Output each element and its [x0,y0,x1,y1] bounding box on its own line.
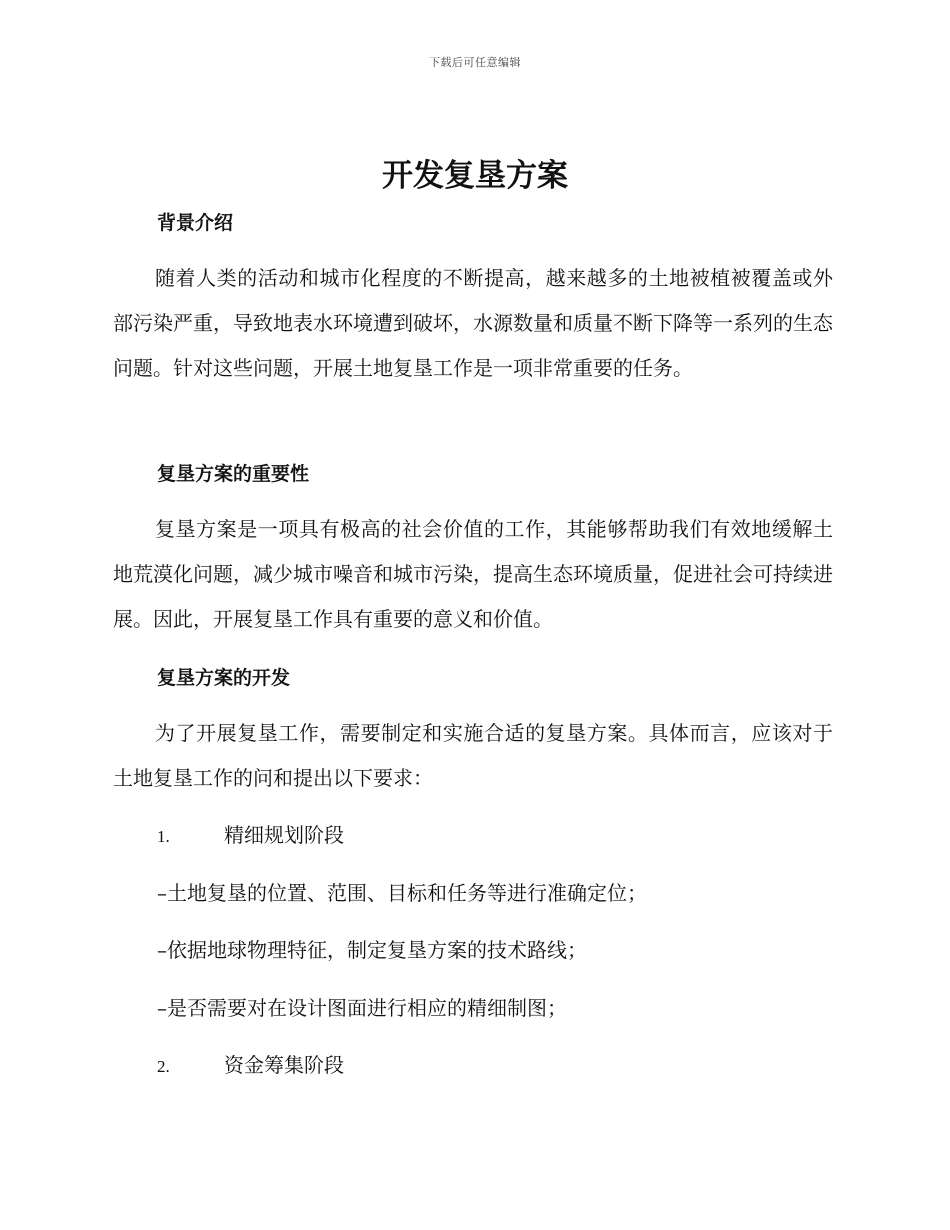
stage-number: 1. [157,827,170,846]
numbered-item-stage-1 [157,820,344,852]
section-paragraph-development: 为了开展复垦工作，需要制定和实施合适的复垦方案。具体而言，应该对于土地复垦工作的问和提出以下要求： [113,721,833,790]
numbered-item-stage-2 [157,1050,344,1082]
section-heading-importance: 复垦方案的重要性 [157,463,310,485]
stage-number: 2. [157,1057,170,1076]
section-heading-background: 背景介绍 [157,212,234,234]
page-header-note: 下载后可任意编辑 [429,56,521,69]
document-title: 开发复垦方案 [382,158,568,194]
bullet-line: –依据地球物理特征，制定复垦方案的技术路线； [157,938,587,962]
bullet-line: –是否需要对在设计图面进行相应的精细制图； [157,996,567,1020]
section-paragraph-importance: 复垦方案是一项具有极高的社会价值的工作，其能够帮助我们有效地缓解土地荒漠化问题，减少城市噪音和城市污染，提高生态环境质量，促进社会可持续进展。因此，开展复垦工作具有重要的意义和价值。 [113,517,833,631]
stage-label: 资金筹集阶段 [224,1053,344,1077]
section-heading-development: 复垦方案的开发 [157,667,291,689]
bullet-line: –土地复垦的位置、范围、目标和任务等进行准确定位； [157,881,647,905]
stage-label: 精细规划阶段 [224,823,344,847]
section-paragraph-background: 随着人类的活动和城市化程度的不断提高，越来越多的土地被植被覆盖或外部污染严重，导致地表水环境遭到破坏，水源数量和质量不断下降等一系列的生态问题。针对这些问题，开展土地复垦工作是一项非常重要的任务。 [113,266,833,380]
